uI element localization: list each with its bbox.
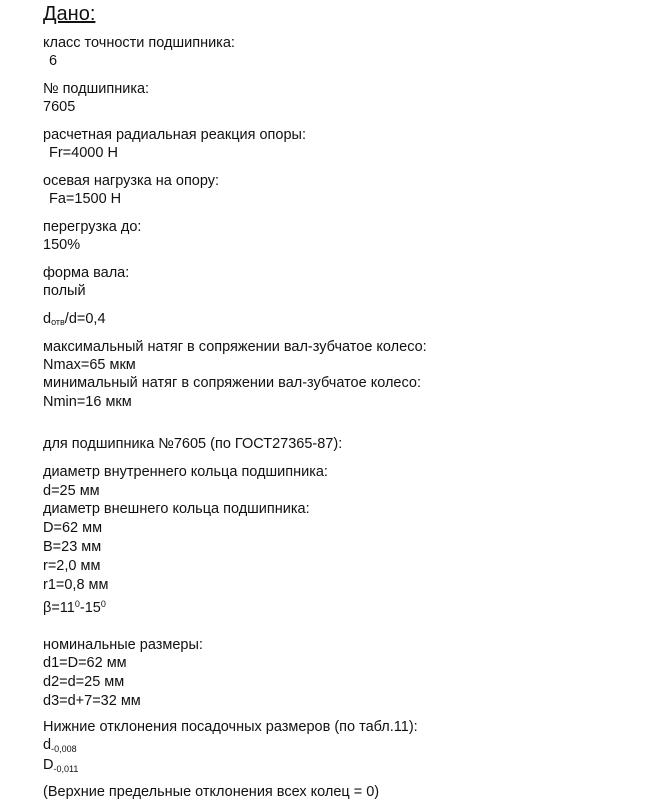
axial-value: Fa=1500 Н bbox=[49, 191, 122, 207]
radial-value: Fr=4000 Н bbox=[49, 145, 118, 161]
beta-mid: -15 bbox=[79, 600, 101, 616]
ratio-rest: /d=0,4 bbox=[64, 311, 106, 327]
accuracy-label: класс точности подшипника: bbox=[43, 35, 235, 51]
nominal-d3: d3=d+7=32 мм bbox=[43, 693, 141, 709]
ratio-line bbox=[43, 310, 106, 331]
nominal-d1: d1=D=62 мм bbox=[43, 655, 127, 671]
nmin-label: минимальный натяг в сопряжении вал-зубчатое колесо: bbox=[43, 375, 421, 391]
deviation-d-sub: -0,008 bbox=[51, 744, 77, 754]
accuracy-value: 6 bbox=[49, 53, 58, 69]
nmax-value: Nmax=65 мкм bbox=[43, 357, 136, 373]
nmax-label: максимальный натяг в сопряжении вал-зубчатое колесо: bbox=[43, 339, 427, 355]
deviation-D-base: D bbox=[43, 757, 54, 773]
shaft-label: форма вала: bbox=[43, 265, 130, 281]
axial-label: осевая нагрузка на опору: bbox=[43, 173, 220, 189]
nominal-header: номинальные размеры: bbox=[43, 637, 203, 653]
deviation-D-sub: -0,011 bbox=[53, 764, 79, 774]
beta-base: β=11 bbox=[43, 600, 75, 616]
ratio-subscript: отв bbox=[51, 317, 65, 327]
beta-degree-1: 0 bbox=[74, 599, 80, 609]
bearing-value: 7605 bbox=[43, 99, 76, 115]
bearing-section-header: для подшипника №7605 (по ГОСТ27365-87): bbox=[43, 436, 343, 452]
deviations-note: (Верхние предельные отклонения всех колец = 0) bbox=[43, 784, 380, 800]
overload-value: 150% bbox=[43, 237, 81, 253]
shaft-value: полый bbox=[43, 283, 86, 299]
inner-diameter-label: диаметр внутреннего кольца подшипника: bbox=[43, 464, 328, 480]
nominal-d2: d2=d=25 мм bbox=[43, 674, 125, 690]
bearing-label: № подшипника: bbox=[43, 81, 150, 97]
deviation-d-base: d bbox=[43, 737, 52, 753]
deviation-d bbox=[43, 736, 77, 758]
beta-value bbox=[43, 595, 106, 617]
width-value: B=23 мм bbox=[43, 539, 102, 555]
outer-diameter-value: D=62 мм bbox=[43, 520, 103, 536]
beta-degree-2: 0 bbox=[100, 599, 106, 609]
nmin-value: Nmin=16 мкм bbox=[43, 394, 132, 410]
radius-value: r=2,0 мм bbox=[43, 558, 101, 574]
ratio-d: d bbox=[43, 311, 52, 327]
radial-label: расчетная радиальная реакция опоры: bbox=[43, 127, 306, 143]
outer-diameter-label: диаметр внешнего кольца подшипника: bbox=[43, 501, 310, 517]
overload-label: перегрузка до: bbox=[43, 219, 142, 235]
inner-diameter-value: d=25 мм bbox=[43, 483, 100, 499]
deviations-header: Нижние отклонения посадочных размеров (по табл.11): bbox=[43, 719, 418, 735]
radius1-value: r1=0,8 мм bbox=[43, 577, 109, 593]
deviation-D bbox=[43, 756, 78, 778]
page-title: Дано: bbox=[43, 3, 96, 25]
